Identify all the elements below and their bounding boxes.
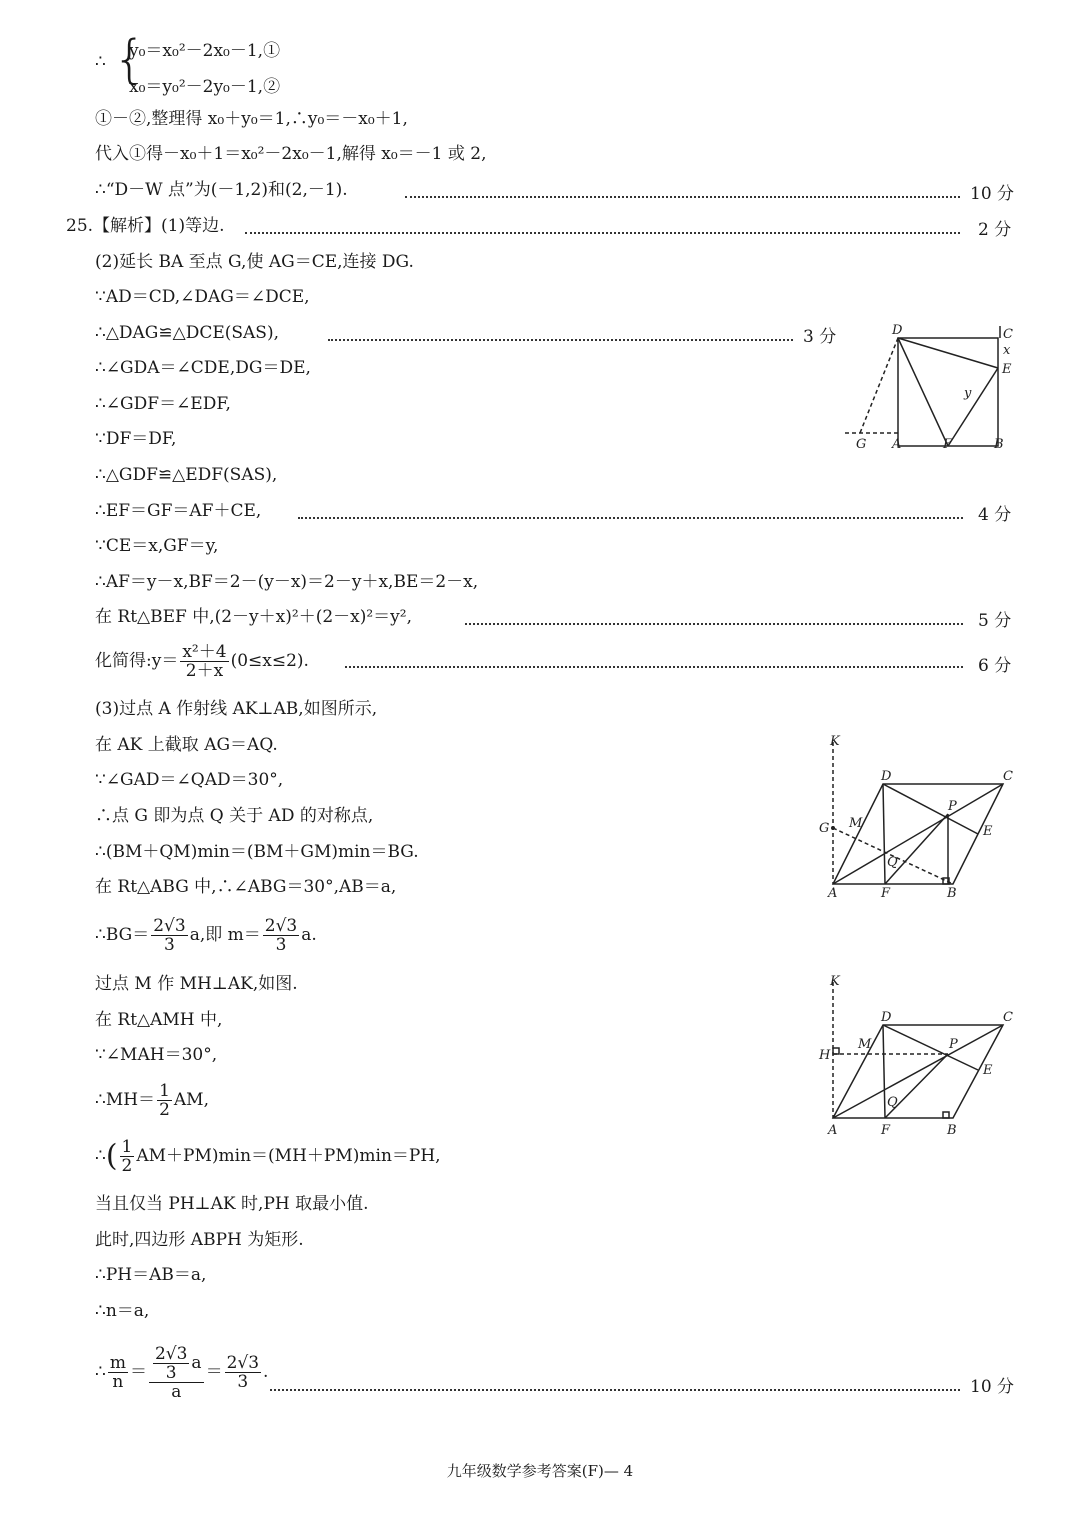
label-B: B xyxy=(994,437,1004,452)
label-C: C xyxy=(1003,1010,1013,1025)
solution-line: ∵CE＝x,GF＝y, xyxy=(95,536,219,556)
dotted-leader xyxy=(345,666,963,668)
formula-suffix: (0≤x≤2). xyxy=(230,651,309,671)
therefore-symbol: ∴ xyxy=(95,52,106,72)
dotted-leader xyxy=(245,232,960,234)
label-K: K xyxy=(830,734,840,749)
solution-line: ∴“D－W 点”为(－1,2)和(2,－1). xyxy=(95,180,348,200)
label-K: K xyxy=(830,974,840,989)
fraction-denominator: 3 xyxy=(165,1362,177,1383)
score-mark: 3 分 xyxy=(803,327,837,347)
label-E: E xyxy=(983,824,993,839)
solution-line: 代入①得－x₀＋1＝x₀²－2x₀－1,解得 x₀＝－1 或 2, xyxy=(95,144,487,164)
label-F: F xyxy=(943,437,953,452)
label-P: P xyxy=(949,1037,958,1052)
formula-prefix: 化简得:y＝ xyxy=(95,651,179,671)
fraction xyxy=(263,917,299,954)
solution-line: ∴∠GDF＝∠EDF, xyxy=(95,394,231,414)
label-D: D xyxy=(881,769,892,784)
solution-line: (3)过点 A 作射线 AK⊥AB,如图所示, xyxy=(95,699,378,719)
solution-line: ∵DF＝DF, xyxy=(95,429,177,449)
fraction-numerator: 2√3 xyxy=(226,1353,260,1373)
fraction-numerator: 2√3 xyxy=(154,1343,188,1364)
left-paren: ( xyxy=(105,1138,118,1174)
label-F: F xyxy=(881,886,891,901)
formula-prefix: ∴MH＝ xyxy=(95,1090,156,1110)
fraction-denominator: 2 xyxy=(159,1100,170,1120)
fraction xyxy=(225,1354,261,1391)
formula-prefix: ∴BG＝ xyxy=(95,925,150,945)
formula-suffix: a. xyxy=(301,925,317,945)
fraction xyxy=(157,1082,172,1119)
fraction-numerator: 2√3 xyxy=(264,916,298,936)
solution-line: 过点 M 作 MH⊥AK,如图. xyxy=(95,974,298,994)
formula-middle: a,即 m＝ xyxy=(189,925,261,945)
fraction-denominator: 3 xyxy=(164,935,175,955)
label-A: A xyxy=(828,886,838,901)
fraction-numerator: 1 xyxy=(159,1081,170,1101)
dotted-leader xyxy=(270,1389,960,1391)
label-G: G xyxy=(856,437,867,452)
fraction-denominator: 3 xyxy=(237,1372,249,1392)
score-mark: 10 分 xyxy=(970,184,1015,204)
variable-a: a xyxy=(191,1352,202,1373)
formula-prefix: ∴ xyxy=(95,1146,106,1166)
solution-line: ∵AD＝CD,∠DAG＝∠DCE, xyxy=(95,287,310,307)
fraction-numerator: x²＋4 xyxy=(182,642,227,662)
dotted-leader xyxy=(405,196,960,198)
label-E: E xyxy=(1002,362,1012,377)
label-G: G xyxy=(819,821,830,836)
solution-line: ∵∠MAH＝30°, xyxy=(95,1045,218,1065)
mh-formula xyxy=(95,1080,209,1120)
label-y: y xyxy=(964,386,972,401)
fraction-denominator: 2 xyxy=(121,1156,133,1176)
figure-parallelogram-h xyxy=(815,970,1030,1140)
label-D: D xyxy=(881,1010,892,1025)
label-C: C xyxy=(1003,769,1013,784)
score-mark: 10 分 xyxy=(970,1377,1015,1397)
score-mark: 2 分 xyxy=(978,220,1012,240)
score-mark: 6 分 xyxy=(978,656,1012,676)
fraction xyxy=(153,1345,189,1382)
label-A: A xyxy=(892,437,902,452)
figure-parallelogram-g xyxy=(815,732,1030,902)
fraction-denominator: 2＋x xyxy=(185,661,224,681)
equation-1: y₀＝x₀²－2x₀－1,① xyxy=(129,41,281,61)
equation-2: x₀＝y₀²－2y₀－1,② xyxy=(129,77,281,97)
fraction-numerator xyxy=(149,1345,204,1383)
ratio-formula: ∴ $\frac{m}{n}$ ＝ $\frac{2√3}{3}$ a a ＝ $\frac{2√3}{3}$ . xyxy=(95,1343,269,1402)
solution-line: 当且仅当 PH⊥AK 时,PH 取最小值. xyxy=(95,1194,369,1214)
fraction-numerator: 2√3 xyxy=(153,916,186,936)
left-brace: { xyxy=(113,30,147,90)
formula-suffix: AM, xyxy=(173,1090,209,1110)
score-mark: 5 分 xyxy=(978,611,1012,631)
dotted-leader xyxy=(465,623,963,625)
fraction xyxy=(120,1138,135,1175)
solution-line: 此时,四边形 ABPH 为矩形. xyxy=(95,1230,304,1250)
formula-prefix: ∴ xyxy=(95,1362,106,1382)
solution-line: ∴(BM＋QM)min＝(BM＋GM)min＝BG. xyxy=(95,842,419,862)
label-Q: Q xyxy=(887,855,898,870)
solution-line: 在 Rt△BEF 中,(2－y＋x)²＋(2－x)²＝y², xyxy=(95,607,413,627)
solution-line: ∵∠GAD＝∠QAD＝30°, xyxy=(95,770,284,790)
fraction-denominator: a xyxy=(171,1381,182,1402)
solution-line: ①－②,整理得 x₀＋y₀＝1,∴y₀＝－x₀＋1, xyxy=(95,109,408,129)
solution-line: ∴△DAG≌△DCE(SAS), xyxy=(95,323,279,343)
fraction-denominator: 3 xyxy=(275,935,287,955)
label-A: A xyxy=(828,1123,838,1138)
formula-suffix: AM＋PM)min＝(MH＋PM)min＝PH, xyxy=(136,1146,441,1166)
question-25-heading: 25.【解析】(1)等边. xyxy=(66,216,225,236)
label-P: P xyxy=(948,799,957,814)
dotted-leader xyxy=(298,517,963,519)
label-E: E xyxy=(983,1063,993,1078)
solution-line: ∴AF＝y－x,BF＝2－(y－x)＝2－y＋x,BE＝2－x, xyxy=(95,572,479,592)
solution-line: ∴EF＝GF＝AF＋CE, xyxy=(95,501,262,521)
solution-line: 在 Rt△AMH 中, xyxy=(95,1010,223,1030)
fraction-numerator: m xyxy=(109,1353,126,1373)
solution-line: 在 Rt△ABG 中,∴∠ABG＝30°,AB＝a, xyxy=(95,877,397,897)
label-M: M xyxy=(858,1037,872,1052)
solution-line: ∴PH＝AB＝a, xyxy=(95,1265,207,1285)
fraction xyxy=(151,917,187,954)
solution-line: ∴∠GDA＝∠CDE,DG＝DE, xyxy=(95,358,311,378)
label-Q: Q xyxy=(887,1095,898,1110)
fraction-denominator: n xyxy=(112,1372,124,1392)
simplified-formula xyxy=(95,641,309,681)
solution-line: ∴△GDF≌△EDF(SAS), xyxy=(95,465,278,485)
fraction xyxy=(108,1354,128,1391)
figure-square xyxy=(840,318,1030,458)
fraction xyxy=(180,643,228,680)
label-H: H xyxy=(819,1048,831,1063)
page-footer: 九年级数学参考答案(F)— 4 xyxy=(446,1462,634,1480)
solution-line: ∴点 G 即为点 Q 关于 AD 的对称点, xyxy=(95,806,374,826)
fraction-numerator: 1 xyxy=(121,1137,133,1157)
compound-fraction xyxy=(149,1345,204,1401)
score-mark: 4 分 xyxy=(978,505,1012,525)
label-D: D xyxy=(892,323,903,338)
label-C: C xyxy=(1003,327,1013,342)
solution-line: 在 AK 上截取 AG＝AQ. xyxy=(95,735,278,755)
min-formula xyxy=(95,1136,441,1177)
label-B: B xyxy=(947,1123,957,1138)
solution-line: ∴n＝a, xyxy=(95,1301,150,1321)
bg-formula xyxy=(95,915,317,955)
dotted-leader xyxy=(328,339,793,341)
label-x: x xyxy=(1003,343,1011,358)
label-B: B xyxy=(947,886,957,901)
solution-line: (2)延长 BA 至点 G,使 AG＝CE,连接 DG. xyxy=(95,252,414,272)
label-M: M xyxy=(849,816,863,831)
label-F: F xyxy=(881,1123,891,1138)
